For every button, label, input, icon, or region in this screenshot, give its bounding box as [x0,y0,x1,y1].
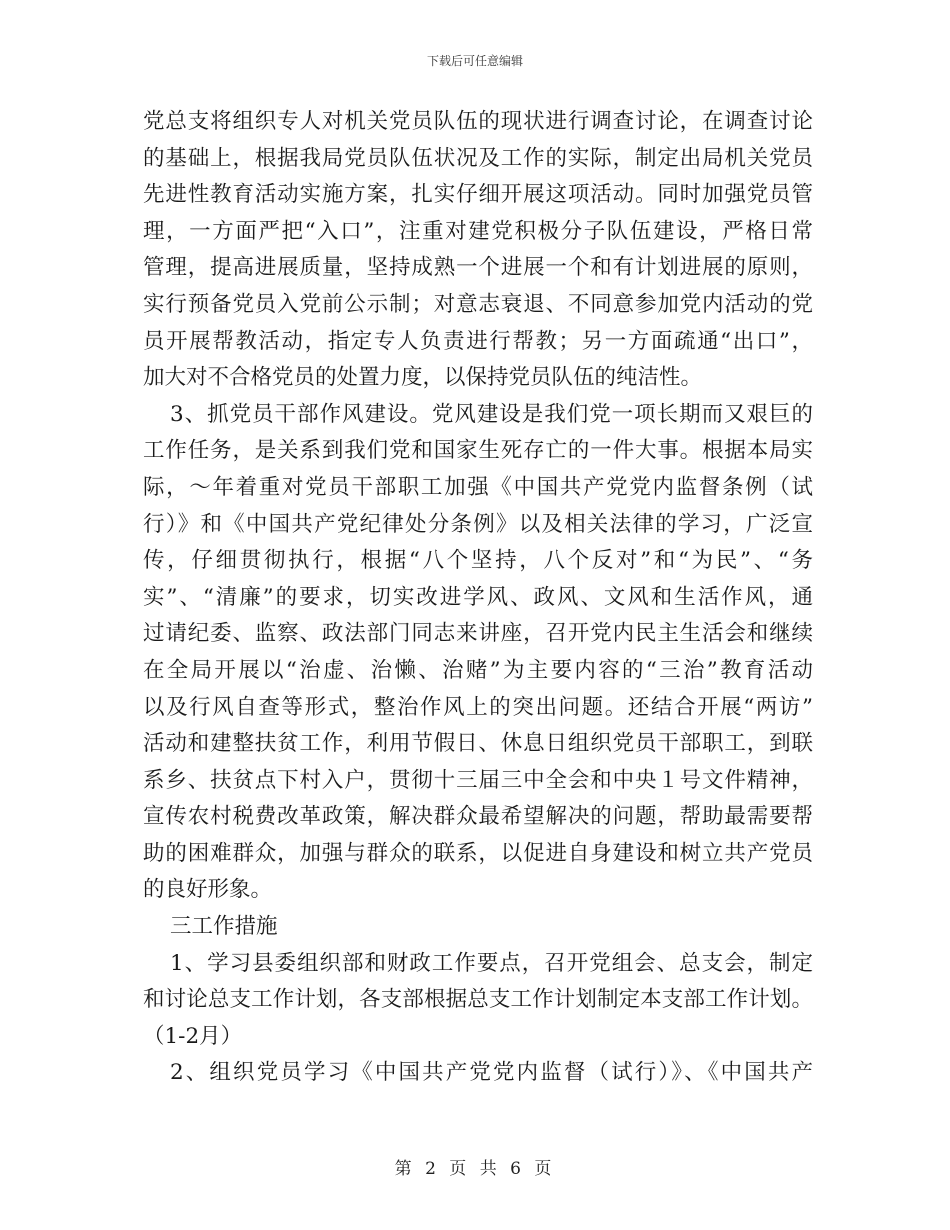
list-item-line: 1、学习县委组织部和财政工作要点，召开党组会、总支会，制定 [170,950,813,976]
text-line: 党总支将组织专人对机关党员队伍的现状进行调查讨论，在调查讨论 [143,109,813,134]
page-number-footer: 第 2 页 共 6 页 [394,1159,556,1179]
page-header: 下载后可任意编辑 [426,54,523,68]
text-line: 传，仔细贯彻执行，根据“八个坚持，八个反对”和“为民”、“务 [143,548,813,574]
text-line: 系乡、扶贫点下村入户，贯彻十三届三中全会和中央１号文件精神， [143,767,813,793]
text-line: 先进性教育活动实施方案，扎实仔细开展这项活动。同时加强党员管 [143,182,813,208]
text-line: 理，一方面严把“入口”，注重对建党积极分子队伍建设，严格日常 [143,218,813,244]
text-line: 实”、“清廉”的要求，切实改进学风、政风、文风和生活作风，通 [143,584,813,610]
text-line: 管理，提高进展质量，坚持成熟一个进展一个和有计划进展的原则， [143,255,813,281]
document-body [143,104,813,1092]
text-line: 的基础上，根据我局党员队伍状况及工作的实际，制定出局机关党员 [143,145,813,171]
section-heading: 三工作措施 [170,914,278,940]
text-line: 实行预备党员入党前公示制；对意志衰退、不同意参加党内活动的党 [143,291,813,317]
paragraph-heading-line: 3、抓党员干部作风建设。党风建设是我们党一项长期而又艰巨的 [170,401,813,427]
text-line: 员开展帮教活动，指定专人负责进行帮教；另一方面疏通“出口”， [143,328,813,354]
text-line: （1-2月） [143,1023,243,1049]
text-line: 宣传农村税费改革政策，解决群众最希望解决的问题，帮助最需要帮 [143,804,813,830]
text-line: 的良好形象。 [143,877,273,903]
text-line: 活动和建整扶贫工作，利用节假日、休息日组织党员干部职工，到联 [143,731,813,757]
text-line: 在全局开展以“治虚、治懒、治赌”为主要内容的“三治”教育活动 [143,657,813,683]
list-item-line: 2、组织党员学习《中国共产党党内监督（试行）》、《中国共产 [170,1060,813,1086]
text-line: 过请纪委、监察、政法部门同志来讲座，召开党内民主生活会和继续 [143,621,813,647]
text-line: 工作任务，是关系到我们党和国家生死存亡的一件大事。根据本局实 [143,438,813,464]
text-line: 际，～年着重对党员干部职工加强《中国共产党党内监督条例（试 [143,474,813,500]
text-line: 以及行风自查等形式，整治作风上的突出问题。还结合开展“两访” [143,694,813,720]
text-line: 加大对不合格党员的处置力度，以保持党员队伍的纯洁性。 [143,365,703,391]
text-line: 行）》和《中国共产党纪律处分条例》以及相关法律的学习，广泛宣 [143,511,813,537]
text-line: 和讨论总支工作计划，各支部根据总支工作计划制定本支部工作计划。 [143,987,813,1013]
text-line: 助的困难群众，加强与群众的联系，以促进自身建设和树立共产党员 [143,840,813,866]
